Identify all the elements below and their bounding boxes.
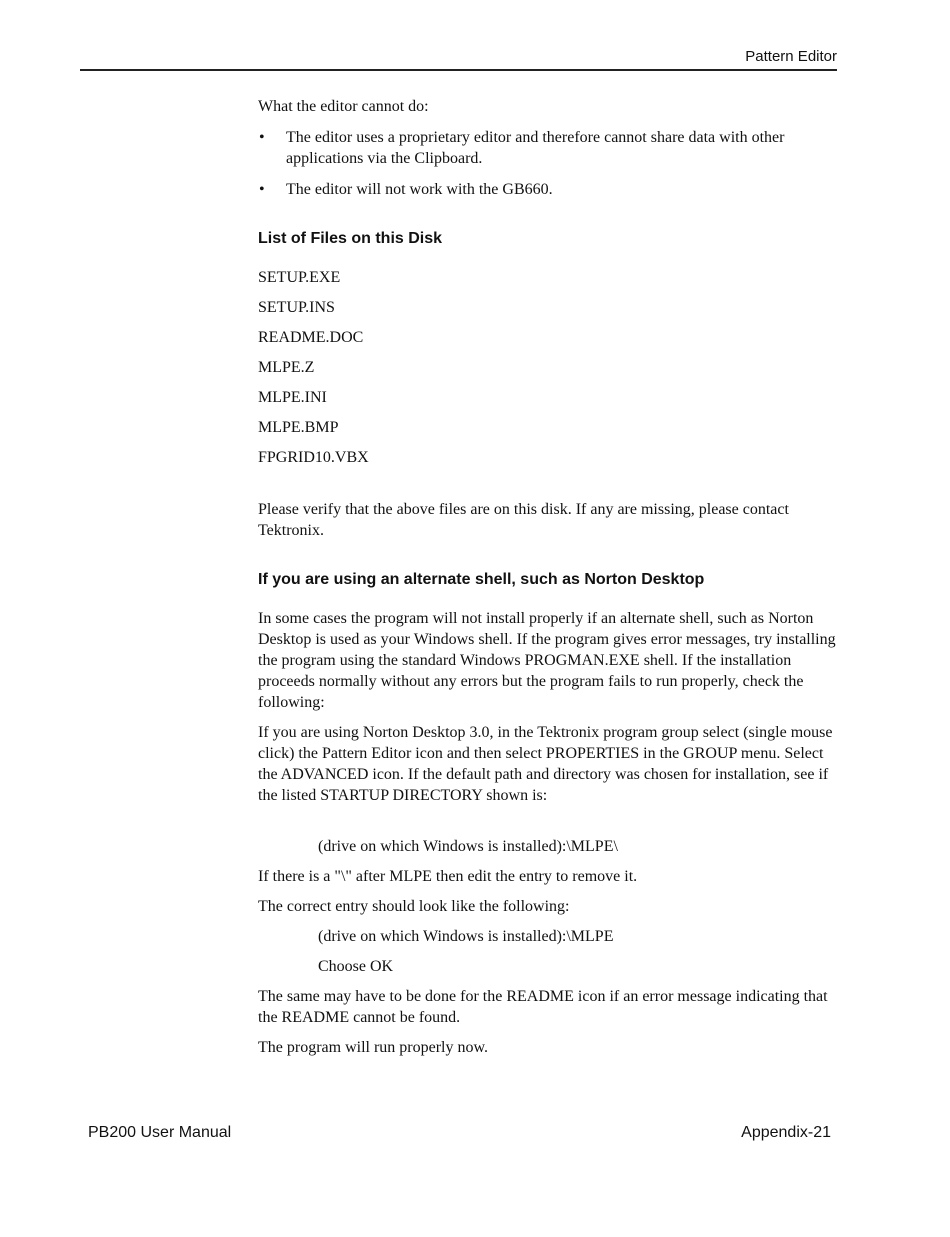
file-item-setup-exe: SETUP.EXE — [258, 269, 341, 286]
limitation-text-2: The editor will not work with the GB660. — [286, 181, 553, 198]
list-item — [258, 127, 838, 169]
footer-manual-name: PB200 User Manual — [88, 1124, 232, 1141]
file-item-fpgrid10-vbx: FPGRID10.VBX — [258, 449, 369, 466]
file-list — [258, 267, 838, 477]
alternate-shell-paragraph: In some cases the program will not install properly if an alternate shell, such as Norton Desktop is used as your Windows shell. If the program gives error messages, try installing the program using the standard Windows PROGMAN.EXE shell. If the installation proceeds normally without any errors but the program fails to run properly, check the following: — [258, 610, 836, 711]
running-header-title: Pattern Editor — [745, 48, 837, 65]
shell-section-heading: If you are using an alternate shell, such as Norton Desktop — [258, 571, 705, 588]
file-item-mlpe-z: MLPE.Z — [258, 359, 315, 376]
page-body — [258, 96, 838, 1058]
header-rule — [80, 69, 837, 71]
norton-desktop-paragraph: If you are using Norton Desktop 3.0, in the Tektronix program group select (single mouse click) the Pattern Editor icon and then select PROPERTIES in the GROUP menu. Select the ADVANCED icon. If the default path and directory was chosen for installation, see if the listed STARTUP DIRECTORY shown is: — [258, 724, 833, 804]
closing-note: The program will run properly now. — [258, 1039, 489, 1056]
limitation-text-1: The editor uses a proprietary editor and therefore cannot share data with other applications via the Clipboard. — [286, 129, 785, 167]
limitations-list — [258, 127, 838, 200]
footer-page-number: Appendix-21 — [741, 1124, 831, 1141]
bullet-icon: • — [259, 181, 265, 198]
file-item-mlpe-ini: MLPE.INI — [258, 389, 327, 406]
remove-slash-note: If there is a "\" after MLPE then edit the entry to remove it. — [258, 868, 638, 885]
file-item-mlpe-bmp: MLPE.BMP — [258, 419, 339, 436]
limitations-intro: What the editor cannot do: — [258, 98, 429, 115]
file-item-setup-ins: SETUP.INS — [258, 299, 335, 316]
bullet-icon: • — [259, 129, 265, 146]
list-item — [258, 179, 838, 200]
file-item-readme-doc: README.DOC — [258, 329, 364, 346]
files-section-heading: List of Files on this Disk — [258, 230, 443, 247]
correct-entry-intro: The correct entry should look like the following: — [258, 898, 570, 915]
startup-path-with-slash: (drive on which Windows is installed):\MLPE\ — [318, 838, 618, 855]
readme-icon-note: The same may have to be done for the README icon if an error message indicating that the README cannot be found. — [258, 988, 828, 1026]
startup-path-correct: (drive on which Windows is installed):\MLPE — [318, 928, 614, 945]
verify-files-note: Please verify that the above files are on this disk. If any are missing, please contact Tektronix. — [258, 501, 789, 539]
choose-ok-instruction: Choose OK — [318, 958, 394, 975]
